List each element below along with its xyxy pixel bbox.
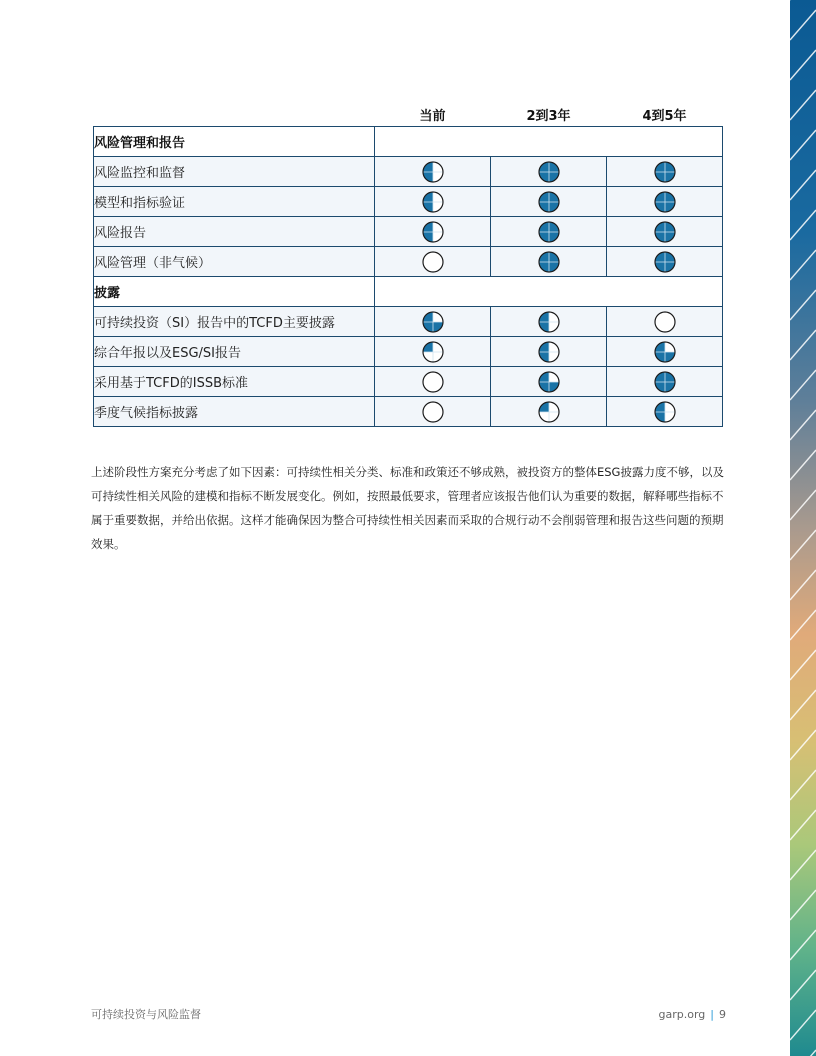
maturity-cell: [375, 307, 491, 337]
table-row: [94, 187, 723, 217]
maturity-full-icon: [538, 191, 560, 213]
maturity-three-quarter-icon: [422, 311, 444, 333]
maturity-cell: [607, 307, 723, 337]
row-label: 模型和指标验证: [94, 187, 375, 217]
section-header-row: [94, 127, 723, 157]
maturity-half-icon: [422, 221, 444, 243]
row-label: 风险报告: [94, 217, 375, 247]
maturity-cell: [375, 247, 491, 277]
section-title: 风险管理和报告: [94, 127, 375, 157]
table-row: [94, 337, 723, 367]
stripe-pattern: [790, 0, 816, 1056]
row-label: 可持续投资（SI）报告中的TCFD主要披露: [94, 307, 375, 337]
maturity-half-icon: [538, 311, 560, 333]
footer-page-info: [659, 1008, 727, 1021]
maturity-cell: [375, 217, 491, 247]
maturity-cell: [607, 367, 723, 397]
maturity-cell: [491, 337, 607, 367]
maturity-cell: [375, 367, 491, 397]
maturity-three-quarter-icon: [654, 341, 676, 363]
maturity-cell: [607, 337, 723, 367]
decorative-side-stripe: [790, 0, 816, 1056]
maturity-cell: [607, 187, 723, 217]
maturity-quarter-icon: [422, 341, 444, 363]
maturity-cell: [607, 217, 723, 247]
maturity-cell: [491, 157, 607, 187]
section-header-row: [94, 277, 723, 307]
maturity-full-icon: [538, 161, 560, 183]
maturity-full-icon: [538, 221, 560, 243]
table-body: [94, 127, 723, 427]
table-row: [94, 307, 723, 337]
maturity-empty-icon: [422, 371, 444, 393]
row-label-header: [94, 103, 375, 127]
maturity-full-icon: [654, 371, 676, 393]
maturity-cell: [491, 397, 607, 427]
section-spacer: [375, 127, 723, 157]
maturity-half-icon: [538, 341, 560, 363]
maturity-cell: [375, 337, 491, 367]
table-row: [94, 397, 723, 427]
table-row: [94, 247, 723, 277]
maturity-quarter-icon: [538, 401, 560, 423]
table-row: [94, 217, 723, 247]
row-label: 风险管理（非气候）: [94, 247, 375, 277]
section-title: 披露: [94, 277, 375, 307]
maturity-full-icon: [538, 251, 560, 273]
maturity-cell: [491, 307, 607, 337]
body-paragraph: 上述阶段性方案充分考虑了如下因素：可持续性相关分类、标准和政策还不够成熟，被投资方的整体ESG披露力度不够，以及可持续性相关风险的建模和指标不断发展变化。例如，按照最低要求，管理者应该报告他们认为重要的数据，解释哪些指标不属于重要数据，并给出依据。这样才能确保因为整合可持续性相关因素而采取的合规行动不会削弱管理和报告这些问题的预期效果。: [91, 465, 724, 551]
maturity-full-icon: [654, 191, 676, 213]
maturity-full-icon: [654, 221, 676, 243]
maturity-full-icon: [654, 251, 676, 273]
row-label: 采用基于TCFD的ISSB标准: [94, 367, 375, 397]
column-header-4-5-years: 4到5年: [642, 109, 687, 124]
row-label: 季度气候指标披露: [94, 397, 375, 427]
table-row: [94, 367, 723, 397]
maturity-empty-icon: [422, 251, 444, 273]
maturity-table: [93, 103, 723, 427]
maturity-cell: [491, 217, 607, 247]
maturity-cell: [491, 247, 607, 277]
maturity-cell: [607, 247, 723, 277]
maturity-cell: [375, 397, 491, 427]
row-label: 综合年报以及ESG/SI报告: [94, 337, 375, 367]
maturity-cell: [491, 187, 607, 217]
maturity-three-quarter-icon: [538, 371, 560, 393]
column-header-current: 当前: [419, 109, 446, 124]
maturity-cell: [607, 157, 723, 187]
maturity-half-icon: [422, 161, 444, 183]
section-spacer: [375, 277, 723, 307]
maturity-empty-icon: [422, 401, 444, 423]
row-label: 风险监控和监督: [94, 157, 375, 187]
footer-site-link[interactable]: garp.org: [658, 1008, 706, 1021]
page-number: 9: [719, 1008, 726, 1021]
maturity-half-icon: [654, 401, 676, 423]
column-header-2-3-years: 2到3年: [526, 109, 571, 124]
footer-title: 可持续投资与风险监督: [91, 1008, 201, 1021]
maturity-cell: [491, 367, 607, 397]
maturity-cell: [607, 397, 723, 427]
maturity-full-icon: [654, 161, 676, 183]
table-row: [94, 157, 723, 187]
maturity-empty-icon: [654, 311, 676, 333]
maturity-cell: [375, 187, 491, 217]
maturity-half-icon: [422, 191, 444, 213]
maturity-cell: [375, 157, 491, 187]
column-header-row: [94, 103, 723, 127]
footer-separator: |: [710, 1008, 714, 1021]
